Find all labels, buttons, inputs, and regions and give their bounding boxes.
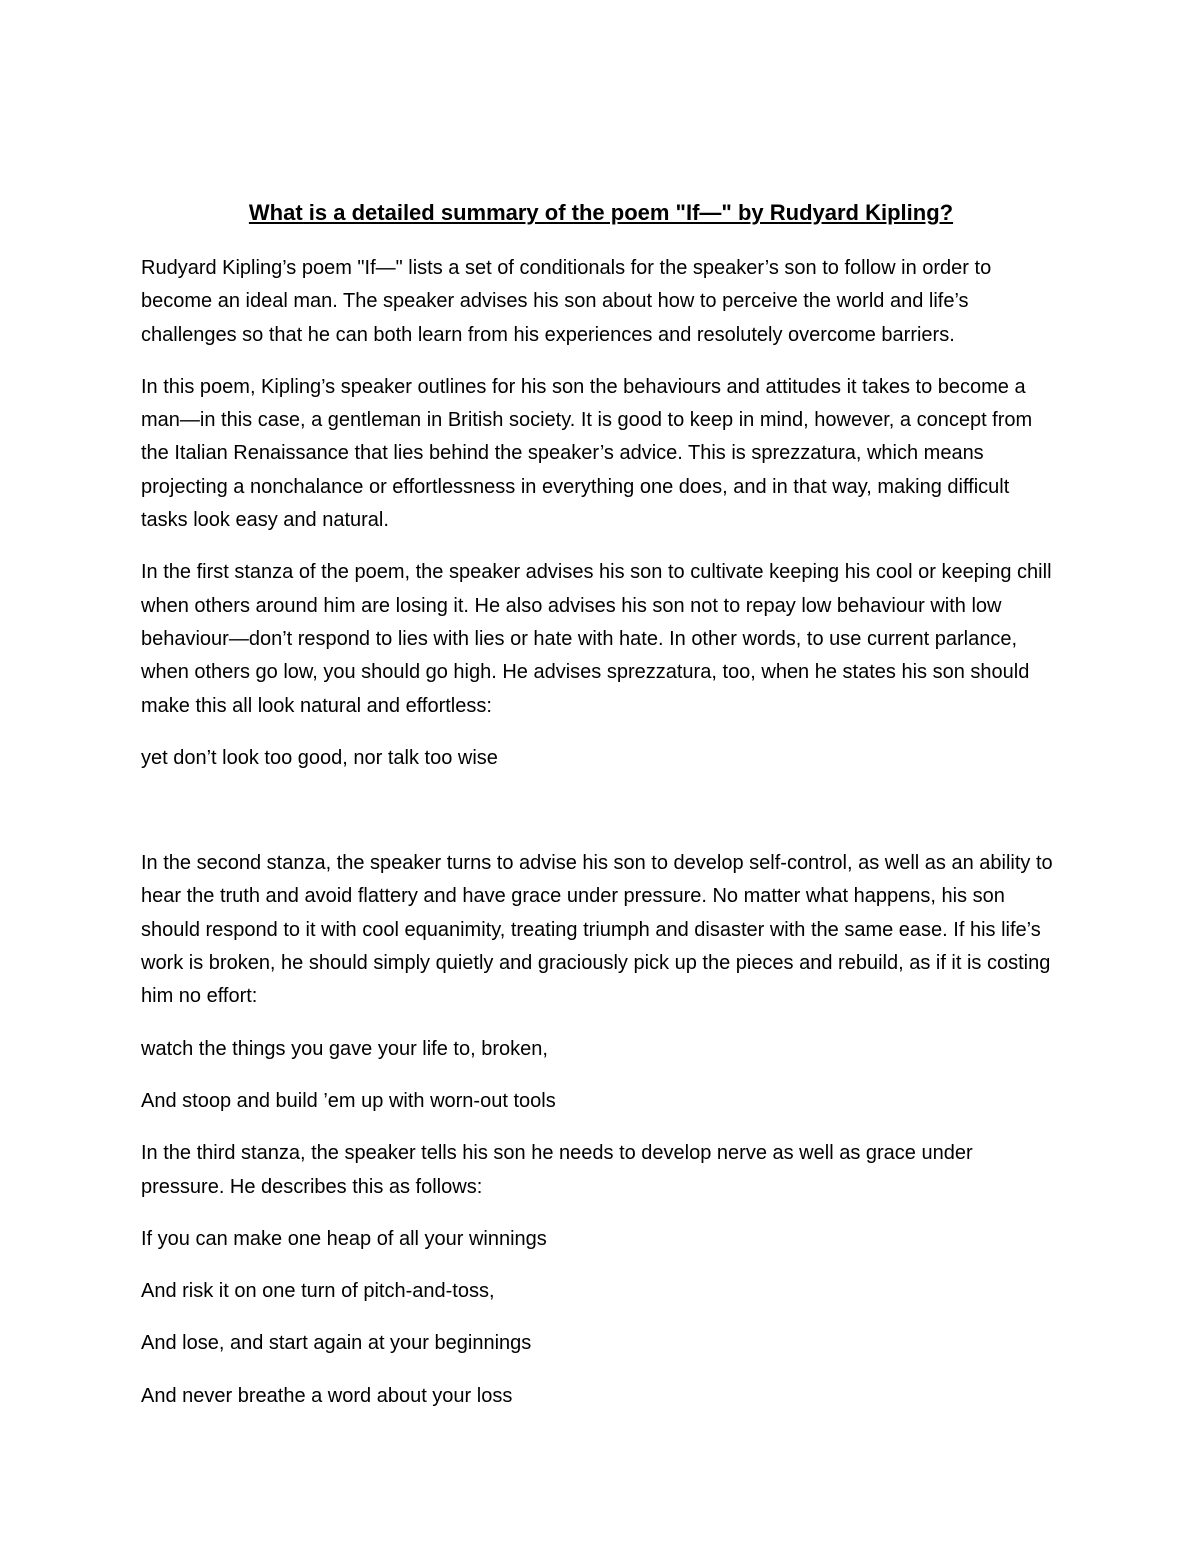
quote-line: And lose, and start again at your beginnings [141,1332,532,1355]
quote-line: And risk it on one turn of pitch-and-toss, [141,1280,495,1303]
paragraph-sprezzatura: In this poem, Kipling’s speaker outlines for his son the behaviours and attitudes it takes to become a man—in this case, a gentleman in British society. It is good to keep in mind, however, a concept from the Italian Renaissance that lies behind the speaker’s advice. This is sprezzatura, which means projecting a nonchalance or effortlessness in everything one does, and in that way, making difficult tasks look easy and natural. [141,375,1033,532]
paragraph-third-stanza: In the third stanza, the speaker tells his son he needs to develop nerve as well as grace under pressure. He describes this as follows: [141,1142,973,1198]
paragraph-intro: Rudyard Kipling’s poem "If—" lists a set of conditionals for the speaker’s son to follow in order to become an ideal man. The speaker advises his son about how to perceive the world and life’s challenges so that he can both learn from his experiences and resolutely overcome barriers. [141,257,992,346]
paragraph-second-stanza: In the second stanza, the speaker turns to advise his son to develop self-control, as well as an ability to hear the truth and avoid flattery and have grace under pressure. No matter what happens, his son should respond to it with cool equanimity, treating triumph and disaster with the same ease. If his life’s work is broken, he should simply quietly and graciously pick up the pieces and rebuild, as if it is costing him no effort: [141,852,1053,1008]
quote-line: watch the things you gave your life to, broken, [141,1037,548,1060]
blank-space [141,794,1061,847]
quote-line: And never breathe a word about your loss [141,1384,513,1407]
document-body [141,196,1061,1432]
quote-line: If you can make one heap of all your winnings [141,1227,547,1250]
quote-line: And stoop and build ’em up with worn-out tools [141,1089,556,1112]
document-title: What is a detailed summary of the poem "If—" by Rudyard Kipling? [248,200,954,225]
paragraph-first-stanza: In the first stanza of the poem, the speaker advises his son to cultivate keeping his cool or keeping chill when others around him are losing it. He also advises his son not to repay low behaviour with low behaviour—don’t respond to lies with lies or hate with hate. In other words, to use current parlance, when others go low, you should go high. He advises sprezzatura, too, when he states his son should make this all look natural and effortless: [141,561,1052,717]
quote-line: yet don’t look too good, nor talk too wise [141,746,498,769]
